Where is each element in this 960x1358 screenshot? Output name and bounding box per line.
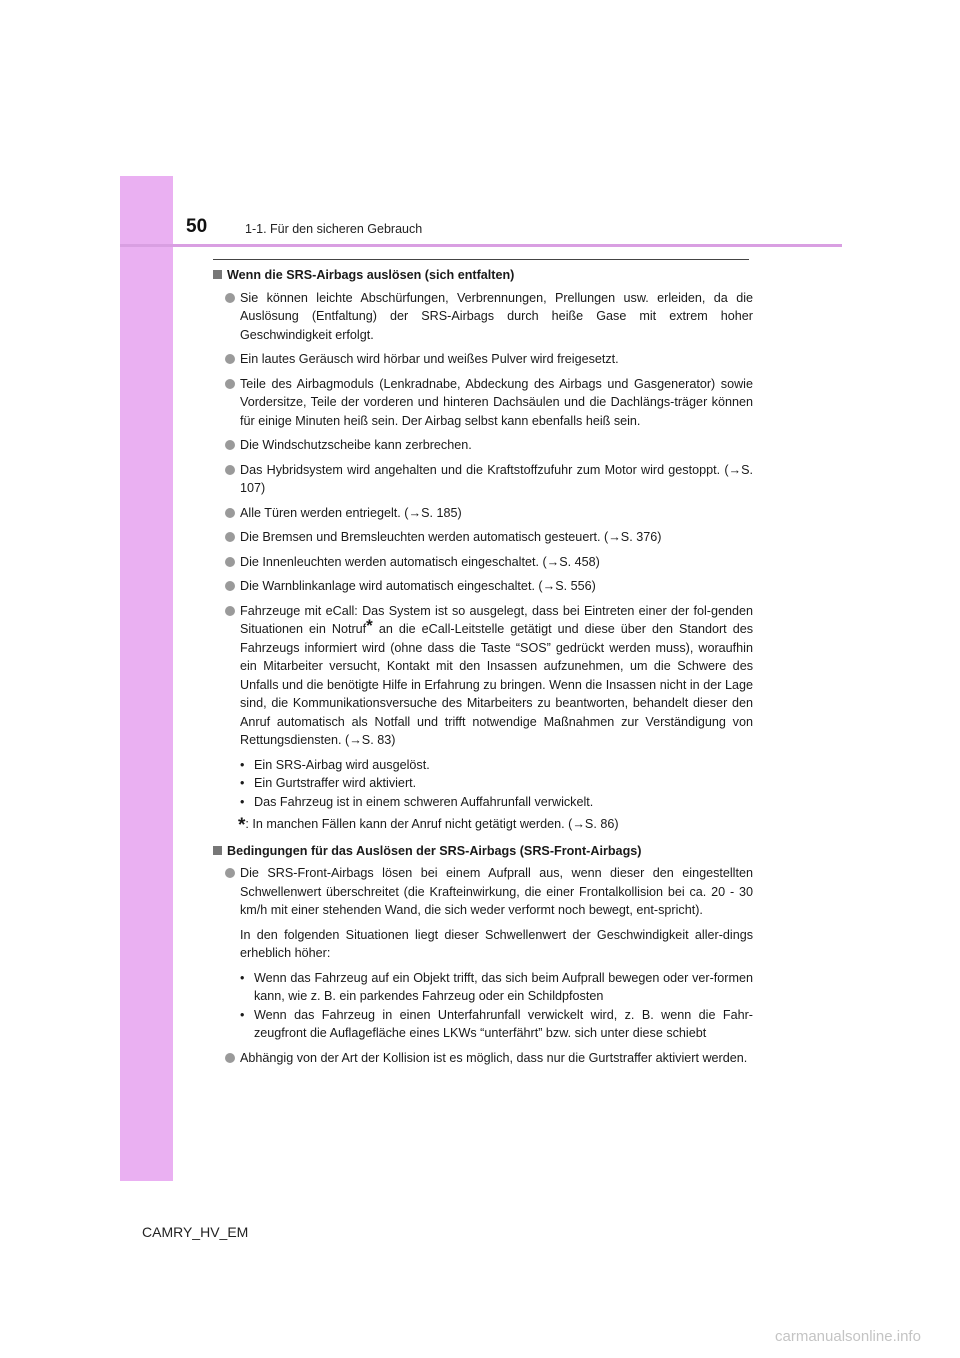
- sub-list-item: • Wenn das Fahrzeug in einen Unterfahrunfall verwickelt wird, z. B. wenn die Fahr-zeugfront die Auflagefläche eines LKWs “unterfährt” bzw. sich unter diese schiebt: [240, 1007, 753, 1040]
- list-item: Die Windschutzscheibe kann zerbrechen.: [213, 436, 753, 455]
- list-item: Sie können leichte Abschürfungen, Verbrennungen, Prellungen usw. erleiden, da die Auslösung (Entfaltung) der SRS-Airbags durch heiße Gase mit extrem hoher Geschwindigkeit erfolgt.: [213, 289, 753, 345]
- bullet-dot-icon: [225, 581, 235, 591]
- conditions-sublist: [213, 969, 753, 1043]
- footnote-marker: *: [366, 616, 373, 635]
- ecall-item: Fahrzeuge mit eCall: Das System ist so ausgelegt, dass bei Eintreten einer der fol-genden Situationen ein Notruf* an die eCall-Leitstelle getätigt und diese über den Standort des Fahrzeugs informiert wird (ohne dass die Taste “SOS” gedrückt werden muss), woraufhin ein Mitarbeiter versucht, Kontakt mit den Insassen aufzunehmen, um die Schwere des Unfalls und die benötigte Hilfe in Erfahrung zu bringen. Wenn die Insassen nicht in der Lage sind, die Kommunikationsversuche des Mitarbeiters zu beantworten, behandelt dieser den Anruf automatisch als Notfall und trifft notwendige Maßnahmen zur Verständigung von Rettungsdiensten. (→S. 83): [213, 602, 753, 750]
- bullet-dot-icon: [225, 508, 235, 518]
- square-bullet-icon: [213, 846, 222, 855]
- list-item: Die Innenleuchten werden automatisch eingeschaltet. (→S. 458): [213, 553, 753, 572]
- section-heading: Wenn die SRS-Airbags auslösen (sich entfalten): [213, 266, 753, 285]
- bullet-dot-icon: [225, 379, 235, 389]
- list-item: Die SRS-Front-Airbags lösen bei einem Aufprall aus, wenn dieser den eingestellten Schwellenwert überschreitet (die Krafteinwirkung, die einer Frontalkollision bei ca. 20 - 30 km/h mit einer stehenden Wand, die sich weder verformt noch bewegt, ent-spricht).: [213, 864, 753, 920]
- bullet-dot-icon: [225, 1053, 235, 1063]
- section-title: 1-1. Für den sicheren Gebrauch: [245, 222, 423, 236]
- bullet-dot-icon: [225, 354, 235, 364]
- bullet-dot-icon: [225, 532, 235, 542]
- watermark: carmanualsonline.info: [775, 1328, 921, 1345]
- list-item: Die Bremsen und Bremsleuchten werden automatisch gesteuert. (→S. 376): [213, 528, 753, 547]
- list-item: Abhängig von der Art der Kollision ist es möglich, dass nur die Gurtstraffer aktiviert werden.: [213, 1049, 753, 1068]
- list-item: Teile des Airbagmoduls (Lenkradnabe, Abdeckung des Airbags und Gasgenerator) sowie Vordersitze, Teile der vorderen und hinteren Dachsäulen und die Dachlängs-träger können für einige Minuten heiß sein. Der Airbag selbst kann ebenfalls heiß sein.: [213, 375, 753, 431]
- list-item: Das Hybridsystem wird angehalten und die Kraftstoffzufuhr zum Motor wird gestoppt. (→S. 107): [213, 461, 753, 498]
- ecall-sublist: [213, 756, 753, 812]
- section-heading: Bedingungen für das Auslösen der SRS-Airbags (SRS-Front-Airbags): [213, 842, 753, 861]
- content-top-rule: [213, 259, 749, 260]
- chapter-sidebar-tab: [120, 176, 173, 1181]
- sub-list-item: • Ein Gurtstraffer wird aktiviert.: [240, 776, 417, 790]
- bullet-dot-icon: [225, 557, 235, 567]
- list-item: Alle Türen werden entriegelt. (→S. 185): [213, 504, 753, 523]
- bullet-dot-icon: [225, 868, 235, 878]
- page-number: 50: [186, 216, 208, 237]
- bullet-dot-icon: [225, 606, 235, 616]
- list-item: Die Warnblinkanlage wird automatisch eingeschaltet. (→S. 556): [213, 577, 753, 596]
- square-bullet-icon: [213, 270, 222, 279]
- list-item: Ein lautes Geräusch wird hörbar und weißes Pulver wird freigesetzt.: [213, 350, 753, 369]
- paragraph: In den folgenden Situationen liegt dieser Schwellenwert der Geschwindigkeit aller-dings erheblich höher:: [240, 927, 753, 960]
- sub-list-item: • Wenn das Fahrzeug auf ein Objekt trifft, das sich beim Aufprall bewegen oder ver-formen kann, wie z. B. ein parkendes Fahrzeug oder ein Schildpfosten: [240, 970, 753, 1003]
- bullet-dot-icon: [225, 293, 235, 303]
- header-divider: [120, 244, 842, 247]
- document-code: CAMRY_HV_EM: [142, 1224, 249, 1240]
- bullet-dot-icon: [225, 465, 235, 475]
- footnote: *: In manchen Fällen kann der Anruf nicht getätigt werden. (→S. 86): [238, 815, 619, 836]
- sub-list-item: • Das Fahrzeug ist in einem schweren Auffahrunfall verwickelt.: [240, 794, 594, 809]
- page-content: [213, 266, 753, 1073]
- bullet-dot-icon: [225, 440, 235, 450]
- sub-list-item: • Ein SRS-Airbag wird ausgelöst.: [240, 757, 430, 772]
